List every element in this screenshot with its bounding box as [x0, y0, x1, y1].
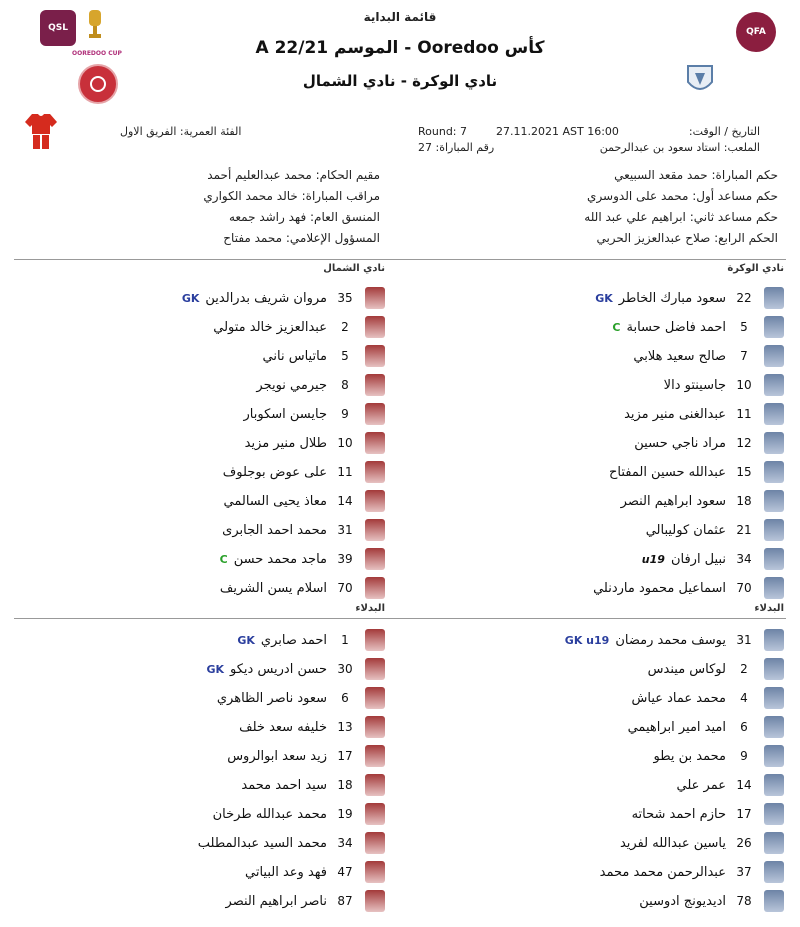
away-team-title: نادي الشمال [323, 263, 385, 274]
official-fourth: الحكم الرابع: صلاح عبدالعزيز الحربي [596, 231, 778, 245]
player-number: 18 [736, 494, 752, 508]
player-name: حسن ادريس ديكو [230, 661, 327, 677]
player-badge: GK [237, 633, 255, 647]
player-name: مروان شريف بدرالدين [205, 290, 327, 306]
player-photo [365, 287, 385, 309]
player-photo [365, 316, 385, 338]
player-number: 10 [736, 378, 752, 392]
player-name: فهد وعد البياتي [245, 864, 327, 880]
player-row [213, 800, 385, 828]
player-row [244, 400, 386, 428]
player-name: يوسف محمد رمضان [615, 632, 726, 648]
qsl-logo [40, 10, 76, 46]
player-photo [365, 345, 385, 367]
player-row [227, 742, 385, 770]
player-name: محمد بن يطو [653, 748, 726, 764]
player-number: 31 [337, 523, 353, 537]
player-photo [764, 716, 784, 738]
match-number: رقم المباراة: 27 [418, 141, 495, 154]
player-row [220, 545, 385, 573]
player-photo [365, 403, 385, 425]
player-photo [764, 577, 784, 599]
player-row [206, 655, 385, 683]
player-photo [764, 658, 784, 680]
player-photo [764, 432, 784, 454]
player-photo [764, 861, 784, 883]
player-photo [365, 629, 385, 651]
player-name: صالح سعيد هلابي [633, 348, 726, 364]
player-badge: GK [206, 662, 225, 676]
player-name: عثمان كوليبالي [645, 522, 726, 538]
player-name: احمد صابري [260, 632, 327, 648]
player-row [654, 742, 784, 770]
player-photo [365, 519, 385, 541]
player-badge: GK [595, 291, 613, 305]
player-name: محمد احمد الجابرى [222, 522, 327, 538]
player-photo [764, 374, 784, 396]
player-photo [365, 658, 385, 680]
player-number: 87 [337, 894, 353, 908]
player-badge: u19 [641, 552, 665, 566]
player-row [634, 429, 784, 457]
player-number: 6 [341, 691, 349, 705]
player-number: 37 [736, 865, 752, 879]
player-name: لوكاس ميندس [647, 661, 726, 677]
player-badge: GK [181, 291, 200, 305]
player-row [620, 829, 784, 857]
player-name: سعود مبارك الخاطر [618, 290, 726, 306]
player-name: احمد فاضل حسابة [626, 319, 726, 335]
date-time-value: 27.11.2021 AST 16:00 [496, 125, 619, 138]
player-number: 22 [736, 291, 752, 305]
player-number: 17 [337, 749, 353, 763]
official-assistant-2: حكم مساعد ثاني: ابراهيم علي عبد الله [584, 210, 778, 224]
separator-subs [14, 618, 786, 619]
player-photo [764, 316, 784, 338]
player-badge: C [219, 552, 228, 566]
player-number: 14 [736, 778, 752, 792]
player-photo [764, 890, 784, 912]
official-media: المسؤول الإعلامي: محمد مفتاح [223, 231, 380, 245]
cup-trophy-icon [84, 8, 106, 50]
player-row [677, 771, 784, 799]
player-number: 6 [740, 720, 748, 734]
player-number: 11 [736, 407, 752, 421]
player-photo [365, 774, 385, 796]
player-row [263, 342, 385, 370]
separator-starters [14, 259, 786, 260]
player-photo [764, 461, 784, 483]
player-number: 1 [341, 633, 349, 647]
player-photo [365, 432, 385, 454]
player-name: على عوض بوجلوف [222, 464, 327, 480]
player-number: 14 [337, 494, 353, 508]
player-row [632, 800, 784, 828]
player-number: 7 [740, 349, 748, 363]
player-photo [764, 629, 784, 651]
player-row [222, 516, 385, 544]
player-number: 9 [341, 407, 349, 421]
player-row [593, 574, 784, 602]
player-name: عبدالله حسين المفتاح [608, 464, 726, 480]
player-row [595, 284, 784, 312]
player-name: اسلام يسن الشريف [219, 580, 327, 596]
player-row [256, 371, 385, 399]
player-row [245, 429, 385, 457]
player-name: عبدالغنى منير مزيد [624, 406, 726, 422]
date-time-label: التاريخ / الوقت: [688, 125, 760, 138]
official-commissioner: مراقب المباراة: خالد محمد الكواري [203, 189, 380, 203]
player-number: 70 [337, 581, 353, 595]
player-number: 9 [740, 749, 748, 763]
player-number: 8 [341, 378, 349, 392]
player-photo [764, 803, 784, 825]
player-row [646, 516, 784, 544]
player-photo [365, 577, 385, 599]
player-name: سيد احمد محمد [241, 777, 327, 793]
player-row [226, 887, 385, 915]
player-name: اديديونج ادوسين [639, 893, 726, 909]
player-photo [365, 461, 385, 483]
home-team-title: نادي الوكرة [727, 263, 784, 274]
round-label: Round: 7 [418, 125, 468, 138]
player-row [223, 458, 385, 486]
player-number: 5 [341, 349, 349, 363]
player-row [198, 829, 385, 857]
player-name: خليفه سعد خلف [239, 719, 327, 735]
player-name: ياسين عبدالله لفريد [619, 835, 726, 851]
player-row [621, 487, 784, 515]
player-number: 31 [736, 633, 752, 647]
player-photo [764, 345, 784, 367]
home-subs-title: البدلاء [754, 603, 784, 614]
player-photo [764, 287, 784, 309]
player-number: 2 [341, 320, 349, 334]
player-number: 34 [337, 836, 353, 850]
player-name: سعود ابراهيم النصر [620, 493, 726, 509]
player-photo [764, 687, 784, 709]
player-row [642, 545, 784, 573]
player-name: حازم احمد شحاته [631, 806, 726, 822]
player-number: 70 [736, 581, 752, 595]
player-photo [365, 548, 385, 570]
kit-shirt-icon [24, 112, 58, 152]
player-number: 4 [740, 691, 748, 705]
player-photo [764, 832, 784, 854]
competition-title: كأس Ooredoo - الموسم 22/21 A [255, 38, 545, 58]
player-number: 18 [337, 778, 353, 792]
player-name: عمر علي [676, 777, 726, 793]
player-photo [764, 774, 784, 796]
player-row [237, 626, 385, 654]
player-name: جايسن اسكوبار [243, 406, 327, 422]
player-row [609, 458, 784, 486]
player-row [217, 684, 385, 712]
player-number: 47 [337, 865, 353, 879]
cup-logo-text: OOREDOO CUP [72, 50, 122, 57]
qsl-logo-text: QSL [48, 23, 68, 33]
player-row [213, 313, 385, 341]
player-name: اميد امير ابراهيمي [627, 719, 726, 735]
player-name: محمد السيد عبدالمطلب [197, 835, 327, 851]
player-badge: GK u19 [564, 633, 610, 647]
player-name: عبدالرحمن محمد محمد [599, 864, 726, 880]
player-number: 21 [736, 523, 752, 537]
player-number: 15 [736, 465, 752, 479]
player-row [633, 342, 784, 370]
player-number: 17 [736, 807, 752, 821]
player-photo [365, 490, 385, 512]
al-wakrah-logo [686, 64, 714, 96]
player-number: 34 [736, 552, 752, 566]
player-photo [365, 832, 385, 854]
player-name: ناصر ابراهيم النصر [225, 893, 327, 909]
player-row [624, 400, 784, 428]
player-name: طلال منير مزيد [244, 435, 327, 451]
al-shamal-logo [78, 64, 118, 104]
player-photo [365, 803, 385, 825]
player-name: جيرمي نويجر [256, 377, 327, 393]
player-name: ماتياس ناني [262, 348, 327, 364]
player-photo [365, 890, 385, 912]
player-number: 30 [337, 662, 353, 676]
player-number: 12 [736, 436, 752, 450]
venue: الملعب: استاد سعود بن عبدالرحمن [599, 141, 760, 154]
player-badge: C [612, 320, 621, 334]
player-row [565, 626, 784, 654]
player-row [612, 313, 784, 341]
player-name: زيد سعد ابوالروس [227, 748, 327, 764]
player-photo [365, 687, 385, 709]
player-row [648, 655, 784, 683]
player-number: 10 [337, 436, 353, 450]
official-referee: حكم المباراة: حمد مقعد السبيعي [614, 168, 778, 182]
player-number: 35 [337, 291, 353, 305]
player-row [224, 487, 385, 515]
player-row [239, 713, 385, 741]
player-row [639, 887, 784, 915]
player-row [600, 858, 784, 886]
player-name: اسماعيل محمود ماردنلي [593, 580, 726, 596]
player-number: 26 [736, 836, 752, 850]
away-subs-title: البدلاء [355, 603, 385, 614]
official-assessor: مقيم الحكام: محمد عبدالعليم أحمد [207, 168, 380, 182]
player-row [245, 858, 385, 886]
player-photo [365, 716, 385, 738]
player-name: معاذ يحيى السالمي [223, 493, 327, 509]
player-row [220, 574, 385, 602]
player-photo [365, 861, 385, 883]
match-title: نادي الوكرة - نادي الشمال [302, 72, 498, 90]
player-number: 2 [740, 662, 748, 676]
player-name: سعود ناصر الظاهري [216, 690, 327, 706]
player-number: 13 [337, 720, 353, 734]
player-number: 78 [736, 894, 752, 908]
player-photo [764, 403, 784, 425]
qfa-logo-text: QFA [746, 27, 766, 37]
player-row [632, 684, 785, 712]
age-category: الفئة العمرية: الفريق الاول [120, 125, 242, 138]
player-name: محمد عبدالله طرخان [212, 806, 327, 822]
officials-right [478, 168, 778, 252]
player-photo [764, 519, 784, 541]
player-number: 19 [337, 807, 353, 821]
player-photo [365, 745, 385, 767]
player-number: 5 [740, 320, 748, 334]
player-number: 39 [337, 552, 353, 566]
player-row [628, 713, 784, 741]
player-photo [365, 374, 385, 396]
player-name: جاسينتو دالا [663, 377, 726, 393]
player-row [182, 284, 385, 312]
player-name: عبدالعزيز خالد متولي [213, 319, 327, 335]
official-coordinator: المنسق العام: فهد راشد جمعه [228, 210, 380, 224]
official-assistant-1: حكم مساعد أول: محمد على الدوسري [587, 189, 778, 203]
player-row [664, 371, 784, 399]
player-name: مراد ناجي حسين [634, 435, 726, 451]
player-row [241, 771, 385, 799]
qfa-logo [736, 12, 776, 52]
player-name: ماجد محمد حسن [233, 551, 327, 567]
player-number: 11 [337, 465, 353, 479]
player-photo [764, 745, 784, 767]
player-photo [764, 490, 784, 512]
player-name: محمد عماد عياش [631, 690, 726, 706]
officials-left [80, 168, 380, 252]
player-name: نبيل ارفان [670, 551, 726, 567]
player-photo [764, 548, 784, 570]
document-title: قائمة البداية [363, 10, 437, 24]
